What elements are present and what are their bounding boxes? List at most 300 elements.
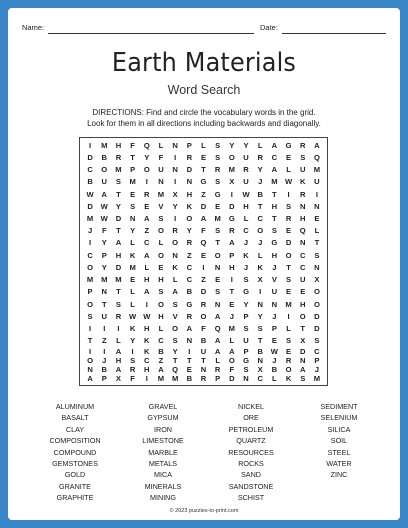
grid-letter[interactable]: R <box>115 311 122 321</box>
grid-letter[interactable]: B <box>158 347 164 356</box>
grid-letter[interactable]: D <box>314 324 320 334</box>
grid-letter[interactable]: H <box>115 356 122 365</box>
grid-letter[interactable]: M <box>228 165 235 175</box>
grid-letter[interactable]: S <box>87 311 93 321</box>
grid-letter[interactable]: D <box>200 287 207 297</box>
grid-letter[interactable]: L <box>130 299 135 309</box>
grid-letter[interactable]: N <box>129 214 136 224</box>
grid-letter[interactable]: T <box>116 189 121 199</box>
grid-letter[interactable]: J <box>229 311 234 321</box>
grid-letter[interactable]: E <box>300 287 306 297</box>
grid-letter[interactable]: O <box>313 299 320 309</box>
grid-letter[interactable]: E <box>314 214 320 224</box>
grid-letter[interactable]: L <box>286 324 291 334</box>
grid-letter[interactable]: K <box>257 262 263 272</box>
grid-letter[interactable]: N <box>158 177 164 187</box>
grid-letter[interactable]: I <box>188 347 191 356</box>
grid-letter[interactable]: S <box>158 287 164 297</box>
grid-letter[interactable]: C <box>144 238 150 248</box>
grid-letter[interactable]: S <box>215 177 221 187</box>
grid-letter[interactable]: D <box>115 262 122 272</box>
grid-letter[interactable]: G <box>285 140 292 150</box>
grid-letter[interactable]: D <box>186 165 193 175</box>
grid-letter[interactable]: R <box>299 140 306 150</box>
grid-letter[interactable]: Y <box>115 201 121 211</box>
grid-letter[interactable]: K <box>144 336 150 346</box>
grid-letter[interactable]: X <box>229 177 235 187</box>
grid-letter[interactable]: W <box>100 214 108 224</box>
grid-letter[interactable]: L <box>130 287 135 297</box>
grid-letter[interactable]: O <box>101 165 108 175</box>
grid-letter[interactable]: Q <box>214 324 221 334</box>
grid-letter[interactable]: S <box>243 275 249 285</box>
grid-letter[interactable]: D <box>299 347 306 356</box>
grid-letter[interactable]: C <box>314 347 320 356</box>
grid-letter[interactable]: J <box>314 365 320 374</box>
grid-letter[interactable]: M <box>313 165 321 175</box>
grid-letter[interactable]: T <box>215 238 220 248</box>
grid-letter[interactable]: H <box>271 201 278 211</box>
grid-letter[interactable]: D <box>314 311 320 321</box>
grid-letter[interactable]: T <box>187 356 192 365</box>
grid-letter[interactable]: I <box>145 374 148 383</box>
grid-letter[interactable]: E <box>229 299 235 309</box>
grid-letter[interactable]: A <box>186 324 193 334</box>
grid-letter[interactable]: T <box>101 299 107 309</box>
grid-letter[interactable]: T <box>116 226 121 236</box>
grid-letter[interactable]: W <box>100 201 108 211</box>
grid-letter[interactable]: C <box>271 152 278 162</box>
grid-letter[interactable]: F <box>101 226 107 236</box>
grid-letter[interactable]: A <box>87 374 93 383</box>
grid-letter[interactable]: A <box>214 311 221 321</box>
grid-letter[interactable]: C <box>186 275 193 285</box>
grid-letter[interactable]: N <box>299 356 306 365</box>
grid-letter[interactable]: N <box>257 356 263 365</box>
grid-letter[interactable]: R <box>172 226 178 236</box>
grid-letter[interactable]: R <box>229 226 235 236</box>
grid-letter[interactable]: I <box>89 238 92 248</box>
grid-letter[interactable]: P <box>243 311 249 321</box>
grid-letter[interactable]: I <box>117 324 120 334</box>
grid-letter[interactable]: B <box>186 374 193 383</box>
grid-letter[interactable]: E <box>200 250 207 260</box>
grid-letter[interactable]: E <box>215 201 221 211</box>
grid-letter[interactable]: R <box>186 238 193 248</box>
grid-letter[interactable]: T <box>272 189 277 199</box>
grid-letter[interactable]: O <box>172 238 179 248</box>
grid-letter[interactable]: N <box>200 365 207 374</box>
grid-letter[interactable]: I <box>174 152 177 162</box>
grid-letter[interactable]: I <box>230 275 233 285</box>
grid-letter[interactable]: S <box>215 152 221 162</box>
grid-letter[interactable]: K <box>172 262 178 272</box>
grid-letter[interactable]: N <box>186 336 193 346</box>
grid-letter[interactable]: I <box>315 189 318 199</box>
grid-letter[interactable]: K <box>243 250 249 260</box>
grid-letter[interactable]: M <box>271 177 278 187</box>
grid-letter[interactable]: C <box>144 356 150 365</box>
grid-letter[interactable]: M <box>157 374 165 383</box>
grid-letter[interactable]: H <box>158 275 164 285</box>
grid-letter[interactable]: Y <box>101 238 107 248</box>
grid-letter[interactable]: G <box>271 238 278 248</box>
grid-letter[interactable]: A <box>158 365 164 374</box>
grid-letter[interactable]: A <box>115 238 122 248</box>
grid-letter[interactable]: L <box>257 140 263 150</box>
grid-letter[interactable]: Y <box>172 201 178 211</box>
grid-letter[interactable]: Q <box>200 238 207 248</box>
grid-letter[interactable]: L <box>243 214 249 224</box>
grid-letter[interactable]: O <box>313 287 320 297</box>
grid-letter[interactable]: K <box>129 324 136 334</box>
grid-letter[interactable]: H <box>243 201 249 211</box>
grid-letter[interactable]: S <box>286 275 292 285</box>
grid-letter[interactable]: H <box>115 250 122 260</box>
grid-letter[interactable]: M <box>115 165 122 175</box>
grid-letter[interactable]: C <box>257 374 263 383</box>
grid-letter[interactable]: T <box>257 201 263 211</box>
grid-letter[interactable]: Z <box>144 226 150 236</box>
grid-letter[interactable]: N <box>243 374 249 383</box>
grid-letter[interactable]: A <box>271 140 278 150</box>
grid-letter[interactable]: A <box>229 347 235 356</box>
grid-letter[interactable]: T <box>229 287 235 297</box>
grid-letter[interactable]: T <box>130 152 135 162</box>
grid-letter[interactable]: C <box>243 226 249 236</box>
grid-letter[interactable]: C <box>186 262 193 272</box>
grid-letter[interactable]: E <box>130 275 136 285</box>
grid-letter[interactable]: R <box>186 311 193 321</box>
grid-letter[interactable]: I <box>259 287 262 297</box>
grid-letter[interactable]: S <box>314 336 320 346</box>
grid-letter[interactable]: F <box>201 324 206 334</box>
grid-letter[interactable]: W <box>129 311 137 321</box>
grid-letter[interactable]: A <box>172 287 178 297</box>
grid-letter[interactable]: O <box>172 324 179 334</box>
grid-letter[interactable]: R <box>129 365 136 374</box>
grid-letter[interactable]: J <box>243 262 249 272</box>
grid-letter[interactable]: E <box>286 287 292 297</box>
grid-letter[interactable]: N <box>314 262 320 272</box>
grid-letter[interactable]: S <box>314 250 320 260</box>
grid-letter[interactable]: S <box>243 324 249 334</box>
grid-letter[interactable]: S <box>215 226 221 236</box>
grid-letter[interactable]: B <box>101 152 107 162</box>
grid-letter[interactable]: H <box>158 311 164 321</box>
grid-letter[interactable]: B <box>87 177 93 187</box>
grid-letter[interactable]: H <box>299 214 306 224</box>
grid-letter[interactable]: S <box>115 299 121 309</box>
grid-letter[interactable]: G <box>200 177 207 187</box>
grid-letter[interactable]: S <box>286 336 292 346</box>
grid-letter[interactable]: M <box>214 214 221 224</box>
grid-letter[interactable]: E <box>186 365 192 374</box>
grid-letter[interactable]: D <box>229 201 235 211</box>
grid-letter[interactable]: O <box>143 165 150 175</box>
grid-letter[interactable]: U <box>271 287 278 297</box>
grid-letter[interactable]: L <box>257 250 263 260</box>
grid-letter[interactable]: S <box>215 287 221 297</box>
grid-letter[interactable]: H <box>144 365 150 374</box>
grid-letter[interactable]: Z <box>201 189 206 199</box>
grid-letter[interactable]: I <box>89 347 92 356</box>
grid-letter[interactable]: G <box>228 214 235 224</box>
grid-letter[interactable]: D <box>229 374 235 383</box>
grid-letter[interactable]: M <box>129 262 136 272</box>
grid-letter[interactable]: S <box>158 214 164 224</box>
grid-letter[interactable]: Y <box>229 140 235 150</box>
grid-letter[interactable]: R <box>115 152 122 162</box>
grid-letter[interactable]: X <box>300 336 306 346</box>
grid-letter[interactable]: H <box>229 262 235 272</box>
grid-letter[interactable]: R <box>186 152 193 162</box>
grid-letter[interactable]: L <box>172 275 178 285</box>
grid-letter[interactable]: H <box>271 250 278 260</box>
grid-letter[interactable]: J <box>243 238 249 248</box>
grid-letter[interactable]: B <box>257 347 263 356</box>
grid-letter[interactable]: O <box>228 356 235 365</box>
grid-letter[interactable]: U <box>158 165 164 175</box>
grid-letter[interactable]: M <box>285 299 292 309</box>
grid-letter[interactable]: H <box>144 324 150 334</box>
grid-letter[interactable]: U <box>200 347 207 356</box>
grid-letter[interactable]: V <box>172 311 178 321</box>
grid-letter[interactable]: N <box>271 299 278 309</box>
grid-letter[interactable]: O <box>257 226 264 236</box>
grid-letter[interactable]: M <box>228 324 235 334</box>
grid-letter[interactable]: R <box>200 299 207 309</box>
grid-letter[interactable]: N <box>214 262 221 272</box>
grid-letter[interactable]: O <box>186 214 193 224</box>
grid-letter[interactable]: S <box>300 152 306 162</box>
grid-letter[interactable]: E <box>200 152 207 162</box>
grid-letter[interactable]: O <box>87 356 94 365</box>
grid-letter[interactable]: S <box>215 140 221 150</box>
grid-letter[interactable]: R <box>285 214 292 224</box>
grid-letter[interactable]: R <box>214 165 221 175</box>
grid-letter[interactable]: D <box>285 238 292 248</box>
grid-letter[interactable]: M <box>157 189 165 199</box>
grid-letter[interactable]: G <box>186 299 193 309</box>
grid-letter[interactable]: O <box>299 311 306 321</box>
grid-letter[interactable]: Y <box>101 262 107 272</box>
grid-letter[interactable]: I <box>287 311 290 321</box>
grid-letter[interactable]: S <box>300 374 306 383</box>
grid-letter[interactable]: Y <box>243 299 249 309</box>
grid-letter[interactable]: S <box>172 299 178 309</box>
grid-letter[interactable]: I <box>230 189 233 199</box>
grid-letter[interactable]: L <box>229 336 235 346</box>
grid-letter[interactable]: N <box>214 299 221 309</box>
grid-letter[interactable]: T <box>201 165 206 175</box>
grid-letter[interactable]: I <box>202 262 205 272</box>
grid-letter[interactable]: U <box>101 311 107 321</box>
grid-letter[interactable]: L <box>272 374 277 383</box>
grid-letter[interactable]: R <box>285 356 292 365</box>
grid-letter[interactable]: M <box>115 275 122 285</box>
grid-letter[interactable]: N <box>299 201 306 211</box>
grid-letter[interactable]: S <box>130 201 136 211</box>
grid-letter[interactable]: B <box>257 189 263 199</box>
grid-letter[interactable]: H <box>144 275 150 285</box>
grid-letter[interactable]: K <box>129 250 136 260</box>
grid-letter[interactable]: L <box>201 140 206 150</box>
grid-letter[interactable]: N <box>172 250 178 260</box>
grid-letter[interactable]: C <box>257 214 263 224</box>
grid-letter[interactable]: E <box>286 152 292 162</box>
grid-letter[interactable]: U <box>243 336 249 346</box>
grid-letter[interactable]: O <box>285 250 292 260</box>
grid-letter[interactable]: P <box>215 374 221 383</box>
grid-letter[interactable]: T <box>201 356 206 365</box>
grid-letter[interactable]: W <box>242 189 250 199</box>
grid-letter[interactable]: O <box>200 311 207 321</box>
grid-letter[interactable]: S <box>271 226 277 236</box>
grid-letter[interactable]: K <box>285 374 292 383</box>
grid-letter[interactable]: P <box>101 374 107 383</box>
grid-letter[interactable]: T <box>272 214 277 224</box>
grid-letter[interactable]: N <box>87 365 93 374</box>
grid-letter[interactable]: B <box>101 365 107 374</box>
grid-letter[interactable]: J <box>102 356 107 365</box>
grid-letter[interactable]: J <box>272 262 277 272</box>
grid-letter[interactable]: P <box>271 324 277 334</box>
grid-letter[interactable]: S <box>172 336 178 346</box>
grid-letter[interactable]: I <box>103 347 106 356</box>
grid-letter[interactable]: H <box>115 140 122 150</box>
grid-letter[interactable]: E <box>286 226 292 236</box>
grid-letter[interactable]: W <box>270 347 278 356</box>
grid-letter[interactable]: E <box>158 262 164 272</box>
grid-letter[interactable]: G <box>214 189 221 199</box>
grid-letter[interactable]: P <box>314 356 320 365</box>
grid-letter[interactable]: L <box>158 140 164 150</box>
grid-letter[interactable]: O <box>158 250 164 260</box>
grid-letter[interactable]: U <box>299 275 306 285</box>
grid-letter[interactable]: U <box>101 177 107 187</box>
grid-letter[interactable]: Z <box>101 336 107 346</box>
grid-letter[interactable]: B <box>200 336 207 346</box>
grid-letter[interactable]: E <box>130 189 136 199</box>
grid-letter[interactable]: A <box>214 336 221 346</box>
grid-letter[interactable]: M <box>129 177 136 187</box>
grid-letter[interactable]: A <box>214 347 221 356</box>
grid-letter[interactable]: Z <box>187 250 192 260</box>
grid-letter[interactable]: W <box>284 177 293 187</box>
grid-letter[interactable]: F <box>130 374 135 383</box>
grid-letter[interactable]: E <box>286 347 292 356</box>
grid-letter[interactable]: X <box>257 365 263 374</box>
grid-letter[interactable]: M <box>86 275 94 285</box>
grid-letter[interactable]: G <box>243 287 249 297</box>
grid-letter[interactable]: I <box>145 177 148 187</box>
grid-letter[interactable]: O <box>87 299 94 309</box>
grid-letter[interactable]: X <box>314 275 320 285</box>
grid-letter[interactable]: H <box>299 299 306 309</box>
grid-letter[interactable]: L <box>130 238 135 248</box>
grid-letter[interactable]: B <box>186 287 193 297</box>
grid-letter[interactable]: R <box>243 165 249 175</box>
grid-letter[interactable]: T <box>116 287 121 297</box>
grid-letter[interactable]: M <box>101 275 108 285</box>
grid-letter[interactable]: L <box>144 262 150 272</box>
grid-letter[interactable]: S <box>243 365 249 374</box>
grid-letter[interactable]: J <box>258 238 263 248</box>
grid-letter[interactable]: X <box>115 374 121 383</box>
grid-letter[interactable]: L <box>314 226 320 236</box>
grid-letter[interactable]: A <box>314 140 320 150</box>
grid-letter[interactable]: I <box>287 189 290 199</box>
grid-letter[interactable]: M <box>101 140 108 150</box>
grid-letter[interactable]: N <box>101 287 107 297</box>
grid-letter[interactable]: M <box>171 374 179 383</box>
grid-letter[interactable]: Y <box>130 226 136 236</box>
grid-letter[interactable]: P <box>101 250 107 260</box>
grid-letter[interactable]: P <box>130 165 136 175</box>
grid-letter[interactable]: N <box>257 299 263 309</box>
grid-letter[interactable]: Z <box>201 275 206 285</box>
grid-letter[interactable]: S <box>257 324 263 334</box>
grid-letter[interactable]: E <box>144 201 150 211</box>
grid-letter[interactable]: F <box>201 226 206 236</box>
grid-letter[interactable]: A <box>200 214 207 224</box>
date-field[interactable] <box>282 33 386 34</box>
grid-letter[interactable]: Q <box>299 226 306 236</box>
grid-letter[interactable]: J <box>87 226 93 236</box>
grid-letter[interactable]: H <box>186 189 193 199</box>
grid-letter[interactable]: Y <box>243 140 249 150</box>
grid-letter[interactable]: S <box>286 201 292 211</box>
grid-letter[interactable]: Y <box>257 311 263 321</box>
grid-letter[interactable]: Q <box>313 152 320 162</box>
grid-letter[interactable]: K <box>299 177 306 187</box>
grid-letter[interactable]: L <box>158 238 164 248</box>
grid-letter[interactable]: J <box>258 177 263 187</box>
grid-letter[interactable]: Y <box>172 347 178 356</box>
grid-letter[interactable]: B <box>271 365 278 374</box>
grid-letter[interactable]: I <box>103 324 106 334</box>
grid-letter[interactable]: L <box>286 165 291 175</box>
grid-letter[interactable]: E <box>215 275 221 285</box>
grid-letter[interactable]: A <box>115 365 122 374</box>
grid-letter[interactable]: A <box>115 347 122 356</box>
grid-letter[interactable]: F <box>130 140 135 150</box>
grid-letter[interactable]: P <box>243 347 249 356</box>
grid-letter[interactable]: A <box>229 238 235 248</box>
name-field[interactable] <box>48 33 254 34</box>
grid-letter[interactable]: I <box>89 324 92 334</box>
grid-letter[interactable]: R <box>299 189 306 199</box>
grid-letter[interactable]: W <box>143 311 151 321</box>
grid-letter[interactable]: V <box>271 275 277 285</box>
grid-letter[interactable]: I <box>174 214 177 224</box>
grid-letter[interactable]: C <box>299 250 306 260</box>
grid-letter[interactable]: Q <box>172 365 179 374</box>
grid-letter[interactable]: O <box>158 226 164 236</box>
grid-letter[interactable]: L <box>116 336 121 346</box>
grid-letter[interactable]: R <box>200 374 207 383</box>
grid-letter[interactable]: Y <box>186 226 192 236</box>
grid-letter[interactable]: R <box>257 152 263 162</box>
grid-letter[interactable]: V <box>158 201 164 211</box>
grid-letter[interactable]: N <box>299 238 306 248</box>
grid-letter[interactable]: T <box>300 324 306 334</box>
grid-letter[interactable]: O <box>228 152 235 162</box>
grid-letter[interactable]: O <box>214 250 221 260</box>
grid-letter[interactable]: I <box>89 140 92 150</box>
grid-letter[interactable]: U <box>243 177 249 187</box>
